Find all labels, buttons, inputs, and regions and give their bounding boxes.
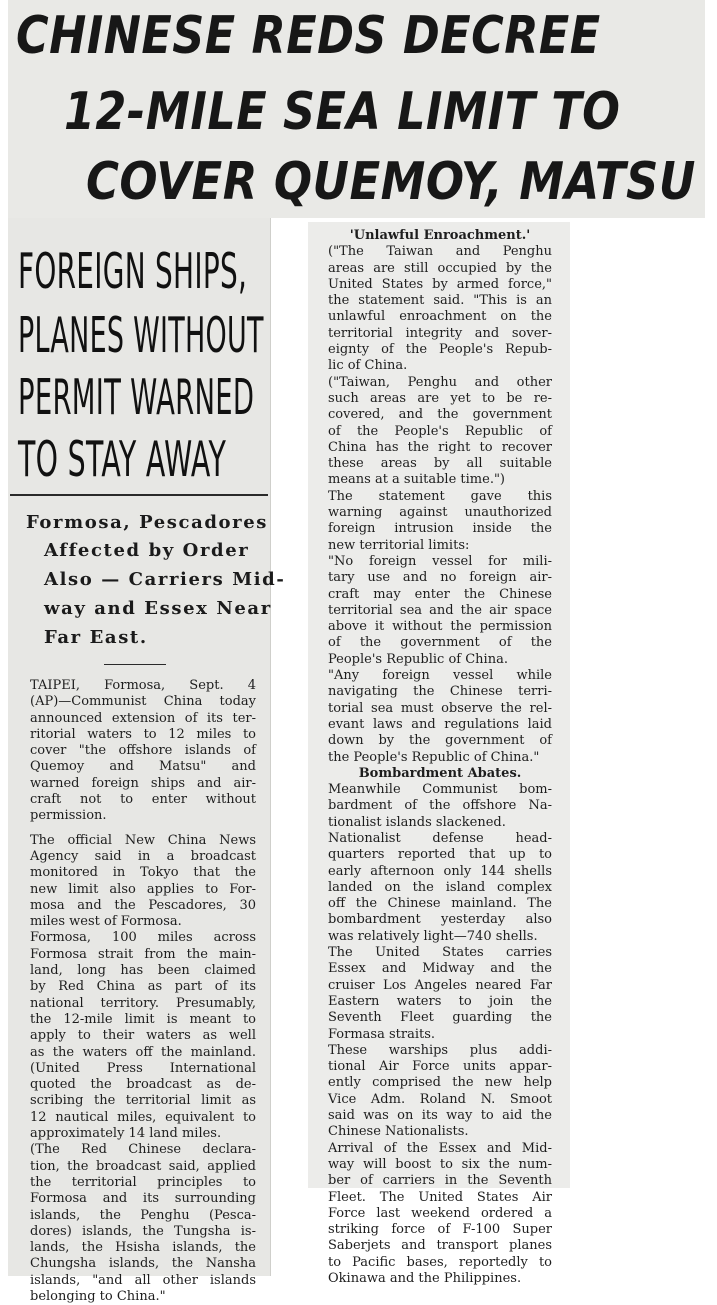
article-line: Chungsha islands, the Nansha (30, 1256, 256, 1272)
article-line: The official New China News (30, 832, 256, 848)
article-line: ently comprised the new help (328, 1075, 552, 1091)
article-line: Essex and Midway and the (328, 961, 552, 977)
article-line: quoted the broadcast as de- (30, 1077, 256, 1093)
article-line: lands, the Hsisha islands, the (30, 1240, 256, 1256)
article-line: territorial integrity and sover- (328, 325, 552, 341)
article-line: (The Red Chinese declara- (30, 1142, 256, 1158)
article-line: striking force of F-100 Super (328, 1222, 552, 1238)
article-line: of the People's Republic of (328, 423, 552, 439)
headline-line-2: 12-MILE SEA LIMIT TO (64, 82, 621, 142)
article-line: down by the government of (328, 733, 552, 749)
article-line: as the waters off the mainland. (30, 1044, 256, 1060)
headline-clip (8, 0, 705, 218)
article-line: lic of China. (328, 358, 408, 374)
deck-secondary-line-5: Far East. (44, 627, 148, 648)
deck-primary-line-1: FOREIGN SHIPS, (18, 243, 248, 300)
article-line: United States by armed force," (328, 276, 552, 292)
deck-secondary-line-3: Also — Carriers Mid- (44, 569, 286, 590)
article-line: Formosa, 100 miles across (30, 930, 256, 946)
article-line: monitored in Tokyo that the (30, 865, 256, 881)
article-line: TAIPEI, Formosa, Sept. 4 (30, 678, 256, 693)
article-line: Formasa straits. (328, 1026, 436, 1042)
article-line: unlawful enroachment on the (328, 309, 552, 325)
article-line: People's Republic of China. (328, 651, 508, 667)
article-line: cruiser Los Angeles neared Far (328, 977, 552, 993)
headline-line-1: CHINESE REDS DECREE (16, 6, 601, 66)
article-line: tionalist islands slackened. (328, 814, 506, 830)
article-line: quarters reported that up to (328, 847, 552, 863)
article-line: Arrival of the Essex and Mid- (328, 1140, 552, 1156)
deck-secondary-line-2: Affected by Order (44, 540, 250, 561)
article-line: areas are still occupied by the (328, 260, 552, 276)
article-line: (United Press International (30, 1060, 256, 1076)
article-line: mosa and the Pescadores, 30 (30, 897, 256, 913)
article-line: landed on the island complex (328, 879, 552, 895)
article-line: means at a suitable time.") (328, 472, 506, 488)
article-line: belonging to China." (30, 1288, 166, 1304)
deck-primary-line-2: PLANES WITHOUT (18, 307, 264, 364)
left-column-clip (8, 218, 286, 1304)
article-line: islands, the Penghu (Pesca- (30, 1207, 256, 1223)
article-line: craft not to enter without (30, 792, 256, 808)
article-line: (AP)—Communist China today (30, 694, 256, 710)
article-line: "No foreign vessel for mili- (328, 553, 552, 569)
article-line: tary use and no foreign air- (328, 570, 552, 586)
article-line: ber of carriers in the Seventh (328, 1173, 552, 1189)
article-line: warning against unauthorized (328, 505, 552, 521)
article-line: Force last weekend ordered a (328, 1205, 552, 1221)
article-line: off the Chinese mainland. The (328, 896, 552, 912)
article-line: bombardment yesterday also (328, 912, 552, 928)
article-line: approximately 14 land miles. (30, 1126, 222, 1142)
article-line: the territorial principles to (30, 1174, 256, 1190)
article-line: Agency said in a broadcast (30, 848, 256, 864)
article-line: Nationalist defense head- (328, 830, 552, 846)
headline-line-3: COVER QUEMOY, MATSU (86, 152, 696, 212)
article-line: Saberjets and transport planes (328, 1238, 552, 1254)
article-line: Formosa strait from the main- (30, 946, 256, 962)
article-line: permission. (30, 808, 107, 824)
deck-primary-line-4: TO STAY AWAY (18, 431, 227, 488)
article-line: Fleet. The United States Air (328, 1189, 552, 1205)
article-line: early afternoon only 144 shells (328, 863, 552, 879)
right-article-body (328, 228, 552, 1287)
article-line: foreign intrusion inside the (328, 521, 552, 537)
article-line: warned foreign ships and air- (30, 775, 256, 791)
article-line: new limit also applies to For- (30, 881, 256, 897)
article-line: These warships plus addi- (328, 1042, 552, 1058)
right-column-clip (308, 222, 570, 1286)
article-line: Meanwhile Communist bom- (328, 782, 552, 798)
article-line: evant laws and regulations laid (328, 716, 552, 732)
article-line: 12 nautical miles, equivalent to (30, 1109, 256, 1125)
article-line: tional Air Force units appar- (328, 1059, 552, 1075)
article-line: craft may enter the Chinese (328, 586, 552, 602)
subhead: 'Unlawful Enroachment.' (349, 228, 531, 243)
article-line: navigating the Chinese terri- (328, 684, 552, 700)
article-line: ritorial waters to 12 miles to (30, 726, 256, 742)
deck-secondary-line-4: way and Essex Near (44, 598, 272, 619)
article-line: Formosa and its surrounding (30, 1191, 256, 1207)
article-line: land, long has been claimed (30, 963, 256, 979)
article-line: Vice Adm. Roland N. Smoot (328, 1091, 552, 1107)
article-line: "Any foreign vessel while (328, 668, 552, 684)
article-line: China has the right to recover (328, 439, 552, 455)
article-line: islands, "and all other islands (30, 1272, 256, 1288)
article-line: Okinawa and the Philippines. (328, 1271, 522, 1286)
article-line: The statement gave this (328, 488, 552, 504)
article-line: torial sea must observe the rel- (328, 700, 552, 716)
article-line: said was on its way to aid the (328, 1108, 552, 1124)
article-line: the 12-mile limit is meant to (30, 1011, 256, 1027)
deck-secondary-line-1: Formosa, Pescadores (26, 512, 268, 533)
article-line: Chinese Nationalists. (328, 1124, 469, 1140)
article-line: Eastern waters to join the (328, 993, 552, 1009)
article-line: Quemoy and Matsu" and (30, 759, 256, 775)
article-line: of the government of the (328, 635, 552, 651)
article-line: tion, the broadcast said, applied (30, 1158, 256, 1174)
article-line: by Red China as part of its (30, 979, 256, 995)
article-line: cover "the offshore islands of (30, 743, 256, 759)
deck-divider (10, 494, 268, 496)
article-line: national territory. Presumably, (30, 995, 256, 1011)
article-line: new territorial limits: (328, 537, 470, 553)
article-line: such areas are yet to be re- (328, 390, 552, 406)
article-line: dores) islands, the Tungsha is- (30, 1223, 256, 1239)
article-line: territorial sea and the air space (328, 602, 552, 618)
paragraph-gap (30, 825, 256, 833)
article-line: the statement said. "This is an (328, 293, 552, 309)
article-line: eignty of the People's Repub- (328, 342, 552, 358)
article-line: the People's Republic of China." (328, 749, 540, 765)
article-line: above it without the permission (328, 619, 552, 635)
article-line: covered, and the government (328, 407, 552, 423)
subhead: Bombardment Abates. (358, 765, 522, 781)
article-line: announced extension of its ter- (30, 710, 256, 726)
article-line: ("The Taiwan and Penghu (328, 244, 552, 260)
left-article-body (30, 678, 256, 1305)
article-line: ("Taiwan, Penghu and other (328, 374, 552, 390)
article-line: these areas by all suitable (328, 456, 552, 472)
article-line: way will boost to six the num- (328, 1156, 552, 1172)
article-line: apply to their waters as well (30, 1028, 256, 1044)
article-line: bardment of the offshore Na- (328, 798, 552, 814)
dateline-divider (104, 664, 166, 665)
article-line: scribing the territorial limit as (30, 1093, 256, 1109)
article-line: miles west of Formosa. (30, 914, 182, 930)
article-line: was relatively light—740 shells. (328, 928, 538, 944)
article-line: The United States carries (328, 945, 552, 961)
deck-primary-line-3: PERMIT WARNED (18, 369, 255, 426)
article-line: to Pacific bases, reportedly to (328, 1254, 552, 1270)
article-line: Seventh Fleet guarding the (328, 1010, 552, 1026)
